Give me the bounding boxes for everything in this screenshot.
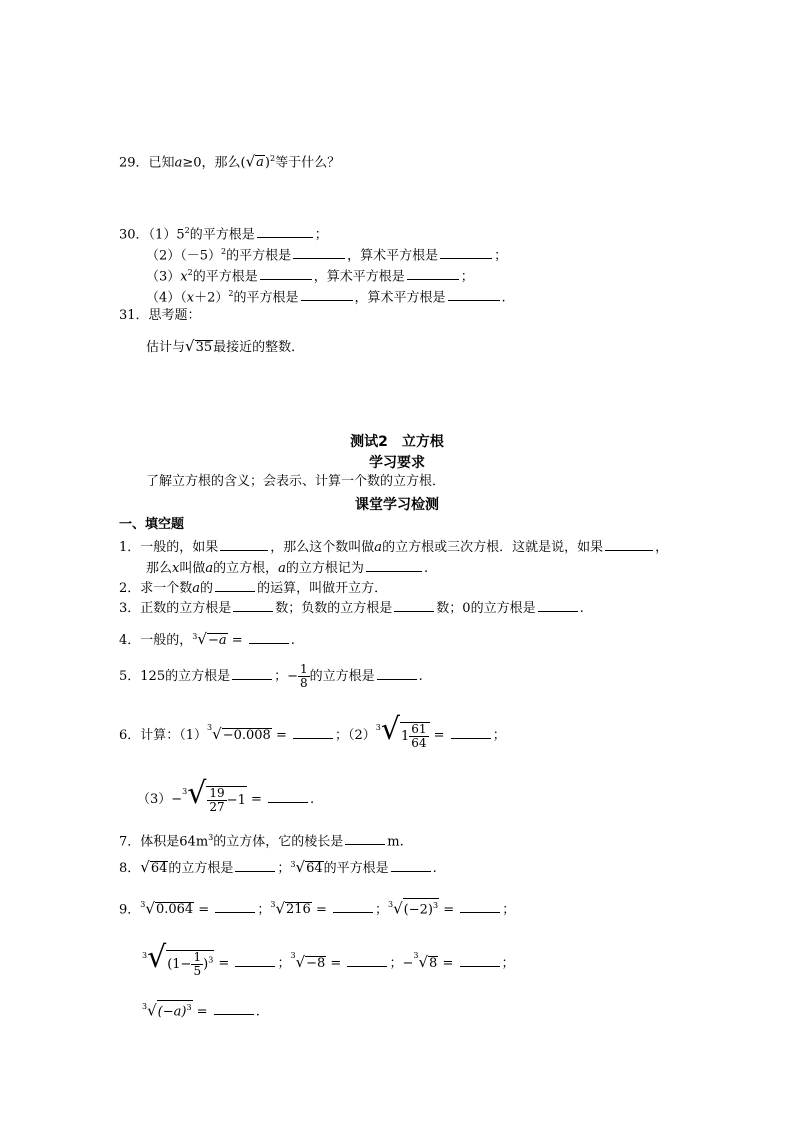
q1-l2f: a bbox=[278, 561, 286, 576]
blank[interactable] bbox=[538, 598, 578, 612]
question-8 bbox=[119, 858, 437, 878]
q9-exp: 3 bbox=[432, 901, 439, 910]
q29-exponent: 2 bbox=[269, 154, 276, 163]
radical-sign: √ bbox=[187, 776, 207, 811]
q9c-radicand bbox=[157, 1000, 193, 1019]
q8-text: 的立方根是 bbox=[168, 861, 234, 876]
q31-text2: 最接近的整数． bbox=[213, 340, 305, 355]
cube-root-index: 3 bbox=[413, 951, 419, 960]
q3-text4: . bbox=[579, 601, 584, 616]
equals: = bbox=[429, 728, 449, 743]
q4-text: 4．一般的， bbox=[119, 633, 193, 648]
blank[interactable] bbox=[257, 224, 313, 238]
q2-text3: 的运算，叫做开立方． bbox=[257, 581, 388, 596]
blank[interactable] bbox=[460, 953, 500, 967]
question-4 bbox=[119, 630, 295, 650]
question-30-line4 bbox=[146, 285, 506, 307]
radical-sign: √ bbox=[275, 899, 285, 918]
q9-radicand3 bbox=[403, 898, 439, 917]
cube-root-index: 3 bbox=[270, 900, 276, 909]
requirements-text: 了解立方根的含义；会表示、计算一个数的立方根． bbox=[146, 474, 446, 489]
sep: ； bbox=[277, 956, 291, 971]
q5-text3: 的立方根是 bbox=[309, 669, 375, 684]
q3-text3: 数；0的立方根是 bbox=[436, 601, 536, 616]
q30-l1a: （1）5 bbox=[148, 227, 185, 243]
equals: = bbox=[271, 728, 291, 743]
q2-text: 2．求一个数 bbox=[119, 581, 193, 596]
q3-text2: 数；负数的立方根是 bbox=[275, 601, 393, 616]
q7-text2: 的立方体，它的棱长是 bbox=[213, 834, 344, 850]
cube-root-index: 3 bbox=[290, 860, 296, 869]
q9-radicand2: 216 bbox=[286, 902, 311, 918]
blank[interactable] bbox=[451, 725, 491, 739]
q1-l2c: 叫做 bbox=[179, 561, 206, 576]
cube-root-index: 3 bbox=[182, 787, 188, 796]
numerator: 61 bbox=[411, 721, 427, 736]
blank[interactable] bbox=[394, 598, 434, 612]
q9-radicand1: 0.064 bbox=[155, 902, 194, 918]
denominator: 64 bbox=[411, 735, 427, 750]
q30-l2a: （2）（－5） bbox=[146, 248, 222, 264]
radical-sign: √ bbox=[418, 953, 429, 971]
sep: ； bbox=[257, 902, 271, 918]
cube-root-index: 3 bbox=[142, 951, 148, 960]
radical-sign: √ bbox=[393, 899, 403, 918]
blank[interactable] bbox=[268, 789, 308, 803]
blank[interactable] bbox=[333, 899, 373, 913]
q1-text3: 的立方根或三次方根．这就是说，如果 bbox=[382, 540, 604, 555]
question-3 bbox=[119, 598, 584, 618]
radical-sign: √ bbox=[147, 940, 167, 975]
q5-end: . bbox=[418, 669, 423, 684]
cube-root-index: 3 bbox=[388, 900, 394, 909]
q1-l2a: 那么 bbox=[146, 561, 173, 576]
q30-l4exp: 2 bbox=[228, 289, 234, 298]
equals: = bbox=[326, 956, 346, 971]
radical-sign: √ bbox=[212, 725, 222, 743]
q2-var: a bbox=[192, 581, 201, 596]
q30-l3c: ，算术平方根是 bbox=[313, 269, 405, 285]
q2-text2: 的 bbox=[200, 581, 214, 596]
q9b-open: (1− bbox=[167, 956, 192, 972]
q29-var: a bbox=[174, 155, 183, 171]
q30-l3end: ； bbox=[460, 269, 474, 285]
q30-l3x: x bbox=[180, 269, 188, 285]
radical-sign: √ bbox=[295, 953, 306, 971]
denominator: 27 bbox=[209, 799, 225, 814]
radical-sign: √ bbox=[185, 337, 195, 355]
question-30-line3 bbox=[146, 264, 474, 286]
sep: ； bbox=[389, 956, 403, 971]
q30-l1end: ； bbox=[314, 227, 328, 243]
cube-root-index: 3 bbox=[140, 900, 146, 909]
radical-sign: √ bbox=[245, 152, 256, 171]
fraction-61-64 bbox=[409, 723, 428, 750]
radical-sign: √ bbox=[147, 1001, 157, 1020]
blank[interactable] bbox=[460, 899, 500, 913]
q9c-base: (−a) bbox=[157, 1004, 187, 1020]
numerator: 1 bbox=[300, 662, 308, 676]
blank[interactable] bbox=[249, 630, 289, 644]
q7-text: 7．体积是 bbox=[119, 834, 180, 850]
q6-text: 6．计算：（1） bbox=[119, 728, 208, 743]
question-31 bbox=[119, 307, 201, 325]
blank[interactable] bbox=[235, 858, 275, 872]
q6-radicand1: −0.008 bbox=[222, 728, 271, 743]
q29-number: 29． bbox=[119, 155, 149, 171]
classroom-check-heading: 课堂学习检测 bbox=[355, 497, 439, 513]
blank[interactable] bbox=[233, 598, 273, 612]
question-30-line1 bbox=[119, 222, 328, 244]
q30-l4d: ，算术平方根是 bbox=[354, 290, 446, 306]
question-31-body bbox=[146, 337, 304, 357]
q9b-radicand3: 8 bbox=[429, 956, 438, 971]
cube-root-index: 3 bbox=[142, 1002, 148, 1011]
q29-radicand: a bbox=[256, 155, 264, 171]
cube-root-index: 3 bbox=[207, 723, 213, 732]
equals: = bbox=[214, 956, 234, 971]
q3-text: 3．正数的立方根是 bbox=[119, 601, 232, 616]
q5-text2: ；− bbox=[274, 669, 298, 684]
question-7 bbox=[119, 829, 404, 851]
q29-text2: ≥0，那么( bbox=[182, 155, 246, 171]
q7-volume: 64m bbox=[179, 834, 209, 850]
q6-text2: ；（2） bbox=[334, 728, 376, 743]
q1-text: 1．一般的，如果 bbox=[119, 540, 219, 555]
q1-l2h: . bbox=[423, 561, 429, 576]
q4-end: . bbox=[290, 633, 295, 648]
blank[interactable] bbox=[366, 558, 422, 572]
q29-text3: ) bbox=[264, 155, 270, 171]
q30-l3a: （3） bbox=[146, 269, 181, 285]
q9c-exp: 3 bbox=[186, 1003, 192, 1012]
sep: ； bbox=[502, 902, 516, 918]
question-9-row3 bbox=[142, 1000, 260, 1021]
q9-base: (−2) bbox=[403, 902, 433, 918]
q8-text2: 的平方根是 bbox=[323, 861, 389, 876]
sep: ； bbox=[375, 902, 389, 918]
blank[interactable] bbox=[215, 578, 255, 592]
q8-radicand1: 64 bbox=[150, 861, 168, 876]
q9c-end: . bbox=[255, 1004, 260, 1020]
q9b-exp: 3 bbox=[208, 955, 214, 965]
q9b-radicand bbox=[166, 950, 214, 978]
fill-in-section-heading: 一、填空题 bbox=[119, 517, 185, 532]
equals: = bbox=[246, 792, 267, 807]
q30-l2c: ，算术平方根是 bbox=[347, 248, 439, 264]
q5-text: 5．125的立方根是 bbox=[119, 669, 231, 684]
blank[interactable] bbox=[407, 266, 459, 280]
question-5 bbox=[119, 662, 423, 692]
denominator: 8 bbox=[300, 676, 308, 690]
blank[interactable] bbox=[293, 725, 333, 739]
q8-number: 8． bbox=[119, 861, 141, 876]
section-title: 测试2 立方根 bbox=[350, 434, 444, 450]
blank[interactable] bbox=[391, 858, 431, 872]
blank[interactable] bbox=[347, 953, 387, 967]
q31-number: 31．思考题： bbox=[119, 308, 201, 323]
q30-l2b: 的平方根是 bbox=[226, 248, 292, 264]
q8-end: . bbox=[432, 861, 437, 876]
radical-sign: √ bbox=[197, 630, 207, 648]
q30-l4a: （4）（ bbox=[146, 290, 187, 306]
blank[interactable] bbox=[377, 666, 417, 680]
question-6 bbox=[119, 712, 506, 754]
question-9-row2 bbox=[142, 940, 515, 982]
blank[interactable] bbox=[214, 1001, 254, 1015]
q29-text4: 等于什么？ bbox=[275, 155, 341, 171]
blank[interactable] bbox=[301, 287, 353, 301]
cube-root-index: 3 bbox=[375, 723, 381, 732]
q9b-radicand2: −8 bbox=[306, 956, 326, 971]
q1-var: a bbox=[374, 540, 383, 555]
radical-sign: √ bbox=[295, 858, 306, 876]
equals: = bbox=[194, 902, 214, 918]
blank[interactable] bbox=[260, 266, 312, 280]
q30-l3b: 的平方根是 bbox=[192, 269, 258, 285]
question-1-line1 bbox=[119, 537, 668, 557]
q30-l4end: . bbox=[501, 290, 506, 306]
equals: = bbox=[227, 633, 247, 648]
question-29 bbox=[119, 150, 340, 172]
q30-number: 30． bbox=[119, 227, 149, 243]
question-2 bbox=[119, 578, 387, 598]
minus-one: −1 bbox=[226, 792, 246, 808]
q30-l1exp: 2 bbox=[184, 226, 190, 235]
q8-sep: ； bbox=[277, 861, 291, 876]
negative-sign: − bbox=[402, 956, 414, 971]
q30-l4c: 的平方根是 bbox=[233, 290, 299, 306]
q30-l1b: 的平方根是 bbox=[189, 227, 255, 243]
blank[interactable] bbox=[440, 245, 492, 259]
q1-l2e: 的立方根， bbox=[213, 561, 279, 576]
denominator: 5 bbox=[193, 963, 202, 978]
question-6-part3 bbox=[137, 776, 314, 818]
equals: = bbox=[192, 1004, 212, 1020]
blank[interactable] bbox=[235, 953, 275, 967]
question-1-line2 bbox=[146, 558, 428, 578]
blank[interactable] bbox=[215, 899, 255, 913]
q4-radicand: −a bbox=[207, 633, 227, 648]
numerator: 1 bbox=[193, 949, 202, 964]
blank[interactable] bbox=[448, 287, 500, 301]
whole-part: 1 bbox=[400, 728, 410, 744]
q9b-close: ) bbox=[203, 956, 209, 972]
cube-root-index: 3 bbox=[290, 951, 296, 960]
fraction-19-27 bbox=[207, 787, 226, 814]
q1-l2d: a bbox=[205, 561, 214, 576]
question-30-line2 bbox=[146, 243, 507, 265]
q29-text: 已知 bbox=[148, 155, 175, 171]
radical-sign: √ bbox=[140, 858, 150, 876]
q7-unit: m. bbox=[387, 834, 404, 850]
q31-text: 估计与 bbox=[146, 340, 186, 355]
q6b-end: . bbox=[310, 792, 315, 807]
q6-end: ； bbox=[492, 728, 506, 743]
equals: = bbox=[438, 956, 458, 971]
blank[interactable] bbox=[293, 245, 345, 259]
q30-l2exp: 2 bbox=[221, 247, 227, 256]
q30-l4x: x bbox=[186, 290, 195, 306]
radical-sign: √ bbox=[380, 712, 400, 747]
q30-l3exp: 2 bbox=[187, 268, 193, 277]
radical-sign: √ bbox=[145, 899, 155, 918]
blank[interactable] bbox=[605, 537, 653, 551]
question-9 bbox=[119, 898, 515, 919]
q1-text4: ， bbox=[655, 540, 669, 555]
q6-radicand2 bbox=[400, 722, 430, 750]
q6b-text: （3）− bbox=[137, 792, 183, 807]
q8-radicand2: 64 bbox=[306, 861, 323, 876]
q30-l4b: ＋2） bbox=[194, 290, 229, 306]
blank[interactable] bbox=[345, 831, 385, 845]
learning-requirements-heading: 学习要求 bbox=[369, 455, 425, 471]
q1-l2g: 的立方根记为 bbox=[285, 561, 364, 576]
fraction-one-fifth bbox=[191, 951, 203, 978]
q1-l2b: x bbox=[172, 561, 180, 576]
q1-text2: ，那么这个数叫做 bbox=[270, 540, 375, 555]
q30-l2end: ； bbox=[494, 248, 508, 264]
blank[interactable] bbox=[220, 537, 268, 551]
equals: = bbox=[311, 902, 331, 918]
numerator: 19 bbox=[209, 785, 225, 800]
q31-radicand: 35 bbox=[195, 340, 213, 355]
sep: ； bbox=[501, 956, 515, 971]
fraction-one-eighth bbox=[298, 663, 310, 690]
blank[interactable] bbox=[232, 666, 272, 680]
cube-root-index: 3 bbox=[192, 632, 198, 641]
q9-number: 9． bbox=[119, 902, 141, 918]
q6b-radicand bbox=[206, 786, 246, 814]
equals: = bbox=[439, 902, 459, 918]
q7-exp: 3 bbox=[208, 833, 214, 842]
